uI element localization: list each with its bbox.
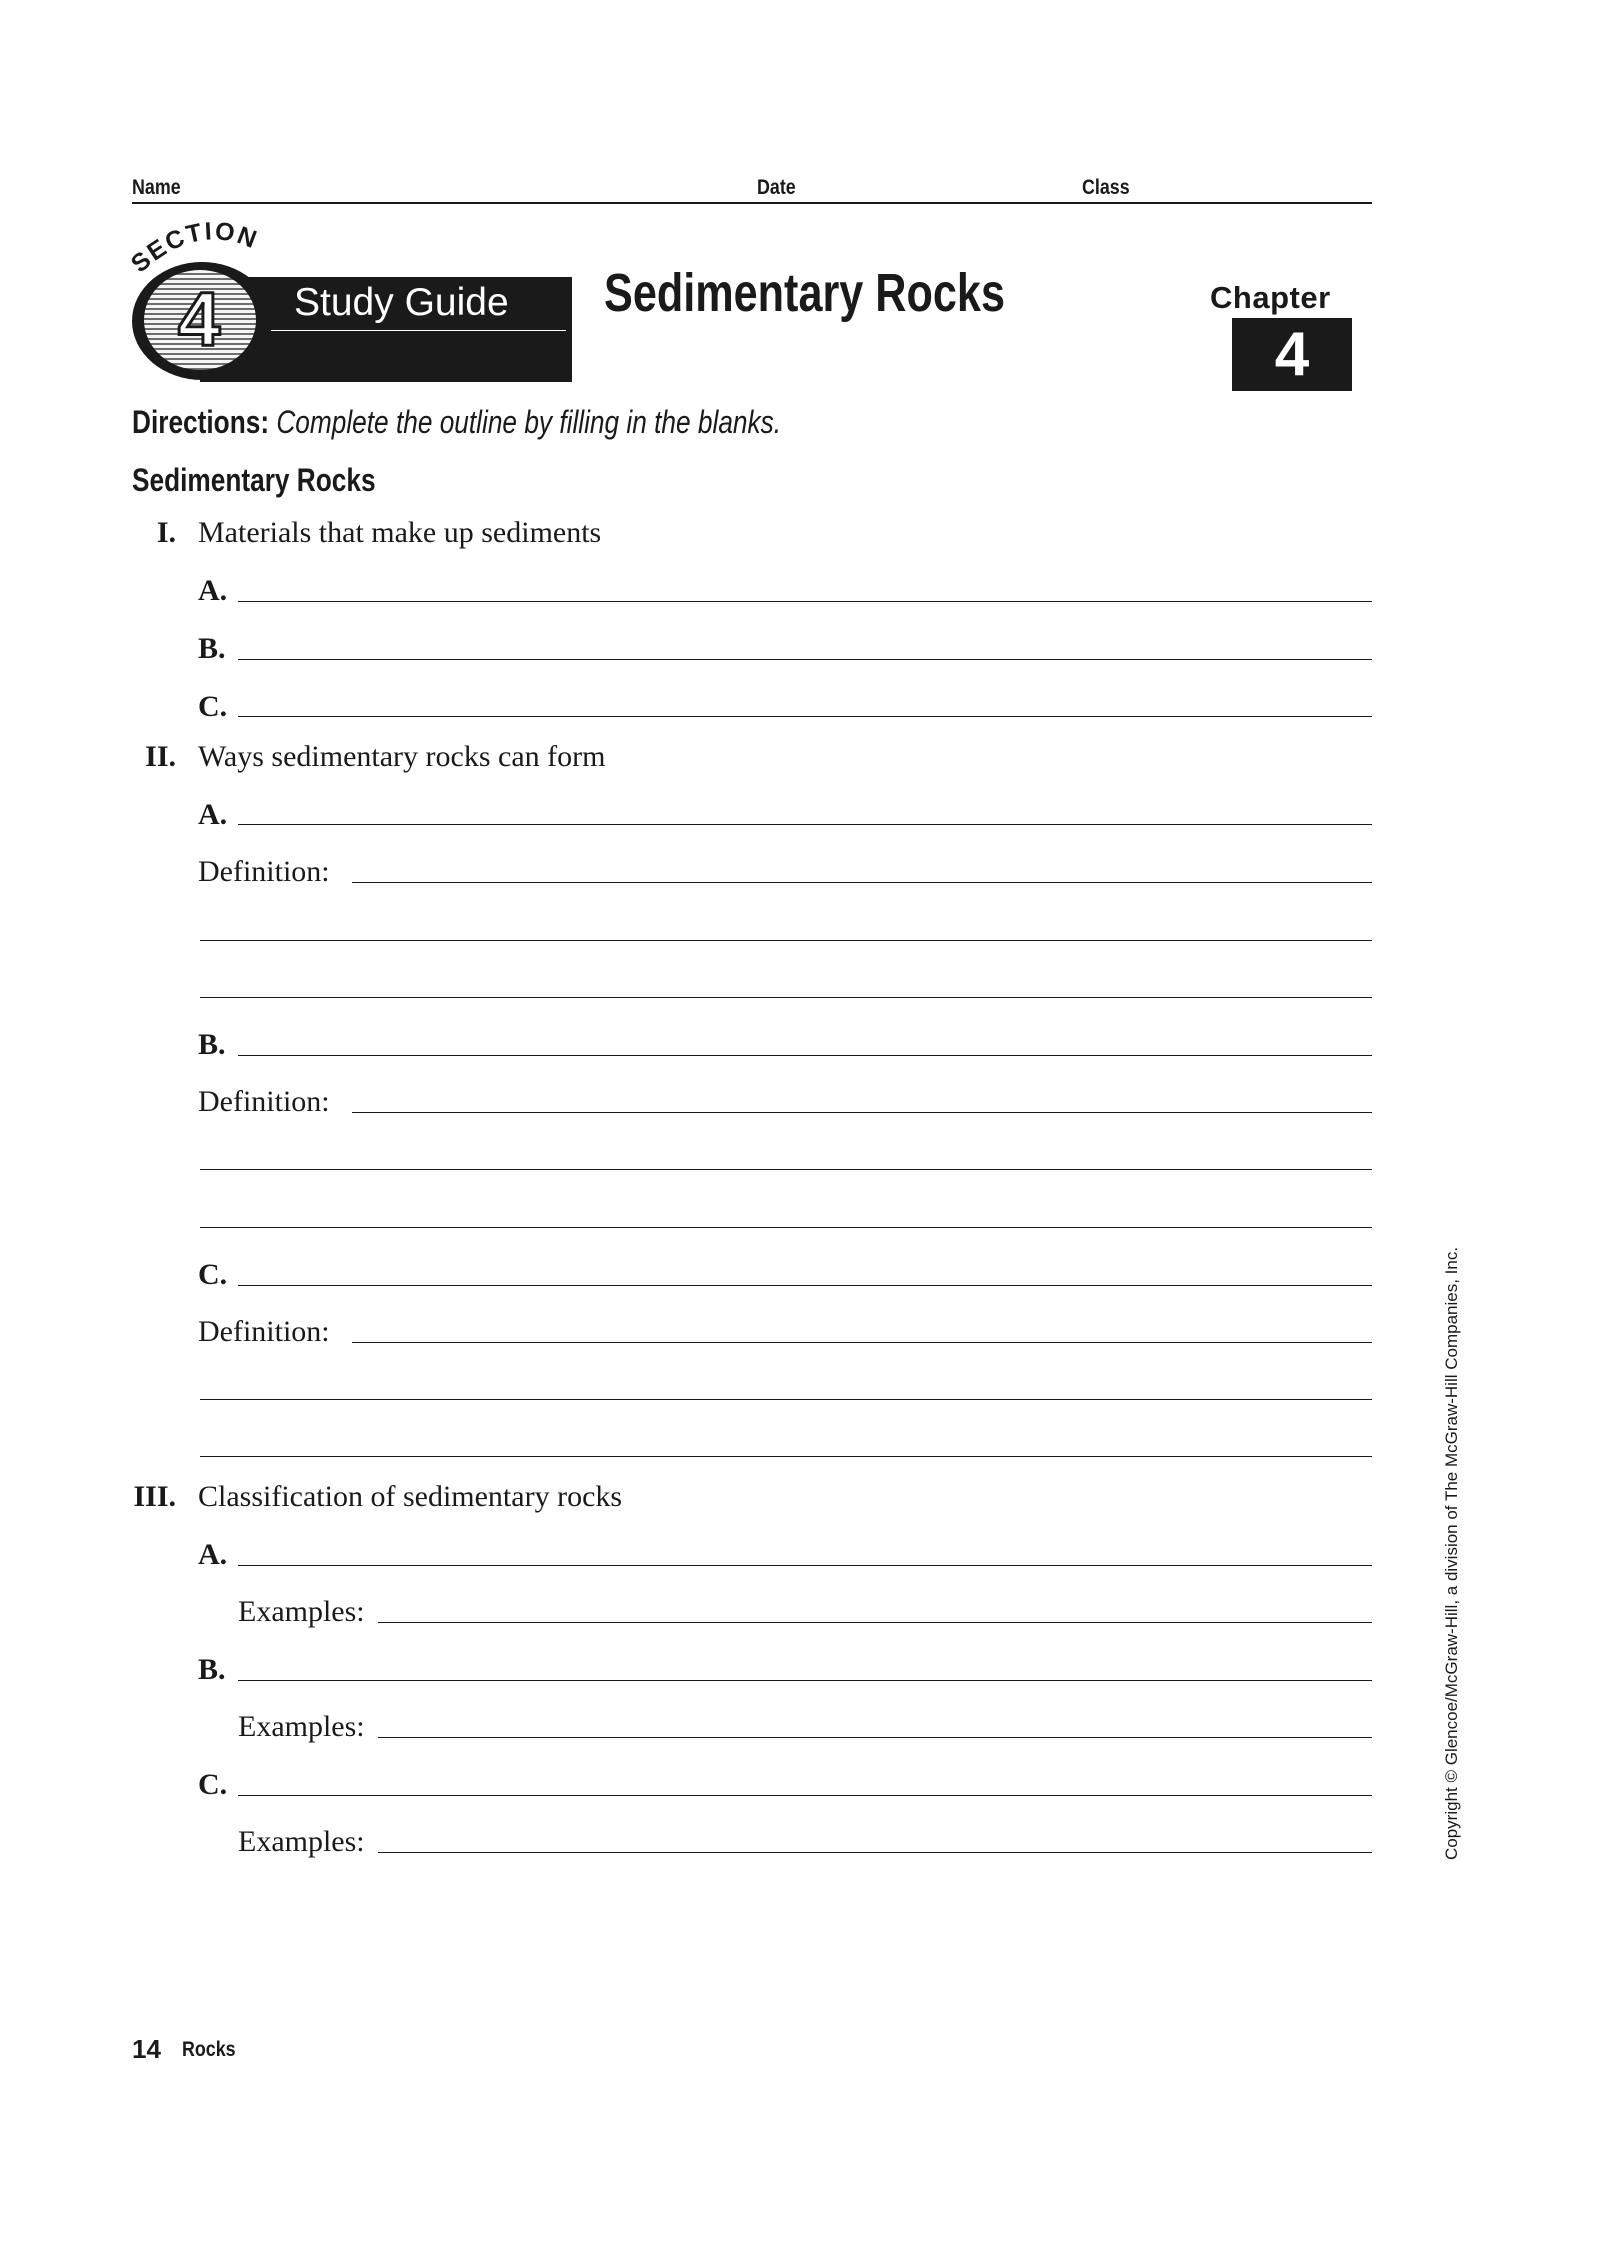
directions-label: Directions:: [132, 404, 270, 440]
outline-numeral-1: I.: [156, 516, 176, 549]
section-arc-label: [122, 212, 302, 292]
definition-label: Definition:: [198, 1315, 330, 1348]
study-guide-label: Study Guide: [294, 281, 509, 324]
answer-blank[interactable]: [238, 824, 1372, 825]
examples-label: Examples:: [238, 1595, 365, 1628]
item-letter: C.: [198, 690, 228, 723]
item-letter: A.: [198, 1538, 228, 1571]
chapter-number: 4: [1232, 318, 1352, 391]
outline-topic-2: Ways sedimentary rocks can form: [198, 740, 606, 773]
outline-numeral-3: III.: [133, 1480, 176, 1513]
section-number: 4: [178, 277, 221, 362]
copyright-notice: Copyright © Glencoe/McGraw-Hill, a division of The McGraw-Hill Companies, Inc.: [1442, 1246, 1461, 1860]
definition-blank[interactable]: [352, 1342, 1372, 1343]
definition-blank[interactable]: [200, 1456, 1372, 1457]
definition-blank[interactable]: [200, 997, 1372, 998]
footer-label: Rocks: [182, 2038, 236, 2061]
outline-numeral-2: II.: [145, 740, 176, 773]
page-title: Sedimentary Rocks: [604, 263, 1005, 323]
definition-blank[interactable]: [200, 1227, 1372, 1228]
item-letter: A.: [198, 574, 228, 607]
definition-blank[interactable]: [352, 882, 1372, 883]
answer-blank[interactable]: [238, 601, 1372, 602]
definition-blank[interactable]: [200, 1169, 1372, 1170]
item-letter: B.: [198, 632, 226, 665]
class-label: Class: [1082, 176, 1130, 199]
page-number: 14: [132, 2034, 161, 2064]
examples-label: Examples:: [238, 1825, 365, 1858]
answer-blank[interactable]: [238, 716, 1372, 717]
definition-label: Definition:: [198, 1085, 330, 1118]
examples-blank[interactable]: [378, 1737, 1372, 1738]
chapter-label: Chapter: [1210, 280, 1331, 315]
definition-label: Definition:: [198, 855, 330, 888]
outline-heading: Sedimentary Rocks: [132, 462, 376, 498]
definition-blank[interactable]: [200, 940, 1372, 941]
header-rule: [132, 202, 1372, 204]
outline-topic-3: Classification of sedimentary rocks: [198, 1480, 623, 1513]
answer-blank[interactable]: [238, 659, 1372, 660]
name-label: Name: [132, 176, 181, 199]
date-label: Date: [757, 176, 796, 199]
svg-text:SECTION: [126, 217, 262, 278]
definition-blank[interactable]: [200, 1399, 1372, 1400]
item-letter: B.: [198, 1028, 226, 1061]
examples-blank[interactable]: [378, 1852, 1372, 1853]
answer-blank[interactable]: [238, 1055, 1372, 1056]
directions: [132, 404, 781, 441]
examples-blank[interactable]: [378, 1622, 1372, 1623]
answer-blank[interactable]: [238, 1565, 1372, 1566]
item-letter: B.: [198, 1653, 226, 1686]
examples-label: Examples:: [238, 1710, 365, 1743]
outline-topic-1: Materials that make up sediments: [198, 516, 602, 549]
directions-text: Complete the outline by filling in the blanks.: [276, 404, 782, 440]
definition-blank[interactable]: [352, 1112, 1372, 1113]
answer-blank[interactable]: [238, 1680, 1372, 1681]
item-letter: C.: [198, 1258, 228, 1291]
section-word: SECTION: [125, 216, 263, 279]
answer-blank[interactable]: [238, 1795, 1372, 1796]
item-letter: A.: [198, 798, 228, 831]
item-letter: C.: [198, 1768, 228, 1801]
answer-blank[interactable]: [238, 1285, 1372, 1286]
